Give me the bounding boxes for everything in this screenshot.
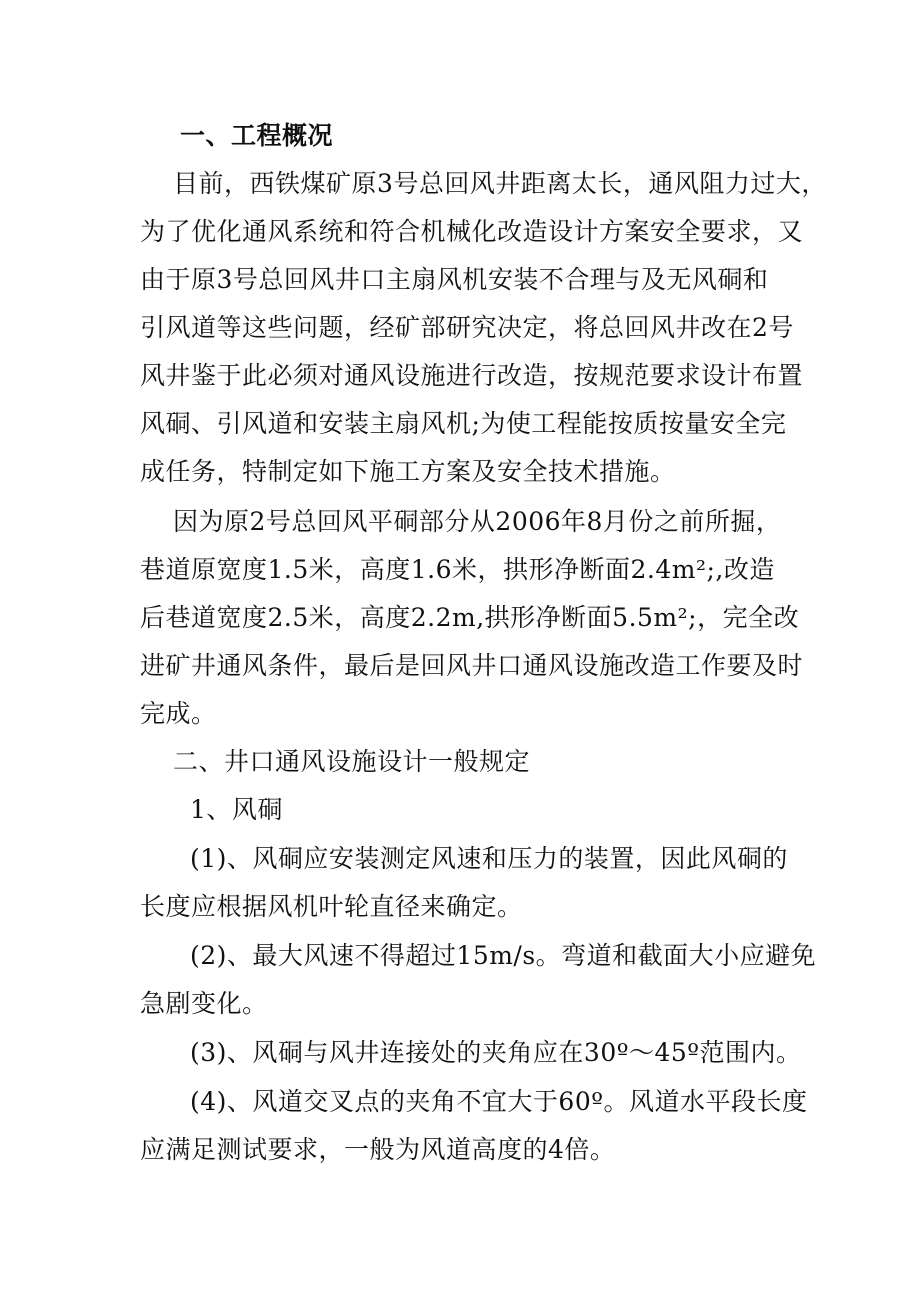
text-line: 长度应根据风机叶轮直径来确定。 (140, 892, 523, 921)
text-line: (3)、风硐与风井连接处的夹角应在30º～45º范围内。 (190, 1038, 802, 1067)
text-line: 由于原3号总回风井口主扇风机安装不合理与及无风硐和 (140, 265, 769, 294)
text-line: 进矿井通风条件，最后是回风井口通风设施改造工作要及时 (140, 651, 804, 680)
text-line: 因为原2号总回风平硐部分从2006年8月份之前所掘， (173, 507, 782, 536)
text-line: 风井鉴于此必须对通风设施进行改造，按规范要求设计布置 (140, 361, 804, 390)
text-line: (1)、风硐应安装测定风速和压力的装置，因此风硐的 (190, 844, 788, 873)
text-line: 应满足测试要求，一般为风道高度的4倍。 (140, 1135, 616, 1164)
section2-heading: 二、井口通风设施设计一般规定 (173, 747, 531, 776)
text-line: 引风道等这些问题，经矿部研究决定，将总回风井改在2号 (140, 313, 794, 342)
text-line: 为了优化通风系统和符合机械化改造设计方案安全要求，又 (140, 217, 804, 246)
text-line: (2)、最大风速不得超过15m/s。弯道和截面大小应避免 (190, 941, 817, 970)
text-line: 急剧变化。 (140, 989, 268, 1018)
text-line: 目前，西铁煤矿原3号总回风井距离太长，通风阻力过大， (173, 169, 827, 198)
section1-heading: 一、工程概况 (180, 121, 334, 150)
subsection1-heading: 1、风硐 (190, 795, 283, 824)
text-line: 巷道原宽度1.5米，高度1.6米，拱形净断面2.4m²;,改造 (140, 555, 775, 584)
text-line: 风硐、引风道和安装主扇风机;为使工程能按质按量安全完 (140, 409, 787, 438)
text-line: 后巷道宽度2.5米，高度2.2m,拱形净断面5.5m²;，完全改 (140, 603, 800, 632)
text-line: 成任务，特制定如下施工方案及安全技术措施。 (140, 457, 676, 486)
text-line: 完成。 (140, 699, 217, 728)
text-line: (4)、风道交叉点的夹角不宜大于60º。风道水平段长度 (190, 1087, 808, 1116)
